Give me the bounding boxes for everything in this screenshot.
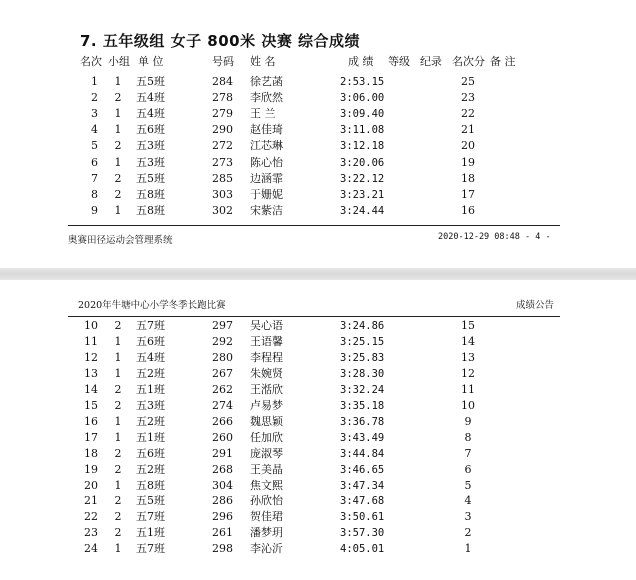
number-cell: 290 [212, 123, 233, 137]
points-cell: 12 [461, 366, 475, 380]
rank-cell: 1 [91, 75, 98, 88]
group-cell: 1 [114, 123, 122, 137]
name-cell: 于姗妮 [250, 187, 283, 201]
name-cell: 宋紫洁 [250, 203, 283, 217]
score-cell: 3:25.15 [340, 335, 385, 348]
rank-cell: 4 [91, 123, 98, 137]
group-cell: 1 [114, 366, 122, 380]
rank-cell: 18 [84, 446, 98, 460]
points-cell: 2 [464, 526, 472, 540]
name-cell: 李程程 [250, 350, 283, 364]
table-row [0, 382, 636, 398]
number-cell: 268 [212, 462, 233, 476]
group-cell: 1 [114, 155, 122, 169]
table-row [0, 398, 636, 414]
name-cell: 徐艺菡 [250, 75, 283, 88]
table-row [0, 414, 636, 430]
rank-cell: 15 [84, 398, 98, 412]
points-cell: 23 [461, 91, 475, 105]
points-cell: 22 [461, 107, 475, 121]
points-cell: 13 [461, 350, 475, 364]
points-cell: 14 [461, 334, 475, 348]
table-header [0, 54, 636, 70]
unit-cell: 五7班 [136, 319, 165, 332]
number-cell: 273 [212, 155, 233, 169]
score-cell: 2:53.15 [340, 76, 385, 88]
group-cell: 1 [114, 203, 122, 217]
unit-cell: 五8班 [136, 187, 165, 201]
unit-cell: 五1班 [136, 382, 165, 396]
group-cell: 2 [114, 382, 122, 396]
number-cell: 267 [212, 366, 233, 380]
points-cell: 4 [464, 494, 472, 508]
header-record: 纪录 [420, 55, 442, 68]
name-cell: 贺佳珺 [250, 510, 283, 524]
score-cell: 3:06.00 [340, 92, 385, 105]
table-row [0, 334, 636, 350]
name-cell: 陈心怡 [250, 155, 283, 169]
rank-cell: 10 [84, 319, 98, 332]
group-cell: 2 [114, 446, 122, 460]
table-row [0, 171, 636, 187]
group-cell: 2 [114, 171, 122, 185]
footer-date-page: 2020-12-29 08:48 - 4 - [438, 232, 551, 242]
header-points: 名次分 [452, 55, 485, 68]
rank-cell: 11 [84, 334, 98, 348]
score-cell: 3:32.24 [340, 383, 385, 396]
number-cell: 266 [212, 414, 233, 428]
points-cell: 20 [461, 139, 475, 153]
name-cell: 李欣然 [250, 91, 283, 105]
name-cell: 边涵霏 [250, 171, 283, 185]
number-cell: 260 [212, 430, 233, 444]
group-cell: 2 [114, 526, 122, 540]
points-cell: 5 [464, 478, 472, 492]
score-cell: 3:09.40 [340, 108, 385, 121]
group-cell: 1 [114, 350, 122, 364]
header-name: 姓 名 [250, 55, 276, 68]
table-row [0, 138, 636, 154]
score-cell: 3:22.12 [340, 172, 385, 185]
group-cell: 2 [114, 398, 122, 412]
name-cell: 江芯琳 [250, 139, 283, 153]
score-cell: 3:46.65 [340, 463, 385, 476]
rank-cell: 22 [84, 510, 98, 524]
points-cell: 10 [461, 398, 475, 412]
unit-cell: 五2班 [136, 462, 165, 476]
group-cell: 2 [114, 510, 122, 524]
header-divider [68, 316, 560, 317]
table-row [0, 430, 636, 446]
unit-cell: 五3班 [136, 155, 165, 169]
header-unit: 单 位 [138, 55, 164, 68]
score-cell: 4:05.01 [340, 543, 385, 556]
name-cell: 赵佳琦 [250, 123, 283, 137]
number-cell: 272 [212, 139, 233, 153]
name-cell: 潘梦玥 [250, 526, 283, 540]
rank-cell: 12 [84, 350, 98, 364]
score-cell: 3:23.21 [340, 188, 385, 201]
number-cell: 286 [212, 494, 233, 508]
group-cell: 2 [114, 319, 122, 332]
table-row [0, 106, 636, 122]
header-rank: 名次 [80, 55, 102, 68]
score-cell: 3:47.34 [340, 479, 385, 492]
points-cell: 18 [461, 171, 475, 185]
table-row [0, 74, 636, 90]
points-cell: 7 [464, 446, 472, 460]
table-row [0, 493, 636, 509]
points-cell: 8 [464, 430, 472, 444]
points-cell: 17 [461, 187, 475, 201]
score-cell: 3:11.08 [340, 124, 385, 137]
group-cell: 1 [114, 478, 122, 492]
page-title: 7. 五年级组 女子 800米 决赛 综合成绩 [80, 32, 361, 50]
table-row [0, 318, 636, 334]
points-cell: 9 [464, 414, 472, 428]
score-cell: 3:44.84 [340, 447, 385, 460]
score-cell: 3:36.78 [340, 415, 385, 428]
rank-cell: 21 [84, 494, 98, 508]
name-cell: 王美晶 [250, 462, 283, 476]
table-row [0, 525, 636, 541]
rank-cell: 14 [84, 382, 98, 396]
rank-cell: 5 [91, 139, 98, 153]
group-cell: 1 [114, 414, 122, 428]
name-cell: 魏思颖 [250, 414, 283, 428]
header-number: 号码 [212, 55, 234, 68]
unit-cell: 五3班 [136, 398, 165, 412]
points-cell: 16 [461, 203, 475, 217]
name-cell: 孙欣怡 [250, 494, 283, 508]
unit-cell: 五8班 [136, 478, 165, 492]
table-row [0, 509, 636, 525]
table-row [0, 350, 636, 366]
points-cell: 21 [461, 123, 475, 137]
unit-cell: 五3班 [136, 139, 165, 153]
header-score: 成 绩 [348, 55, 374, 68]
rank-cell: 13 [84, 366, 98, 380]
table-row [0, 90, 636, 106]
unit-cell: 五4班 [136, 107, 165, 121]
page-separator [0, 268, 636, 280]
group-cell: 2 [114, 91, 122, 105]
rank-cell: 3 [91, 107, 98, 121]
number-cell: 304 [212, 478, 233, 492]
announcement-label: 成绩公告 [516, 300, 555, 311]
rank-cell: 7 [91, 171, 98, 185]
points-cell: 25 [461, 75, 475, 88]
table-row [0, 478, 636, 494]
number-cell: 297 [212, 319, 233, 332]
group-cell: 2 [114, 462, 122, 476]
table-row [0, 187, 636, 203]
score-cell: 3:24.86 [340, 320, 385, 332]
number-cell: 303 [212, 187, 233, 201]
number-cell: 291 [212, 446, 233, 460]
points-cell: 19 [461, 155, 475, 169]
results-page-2 [0, 280, 636, 580]
number-cell: 274 [212, 398, 233, 412]
name-cell: 庞淑琴 [250, 446, 283, 460]
score-cell: 3:43.49 [340, 431, 385, 444]
rank-cell: 6 [91, 155, 98, 169]
number-cell: 280 [212, 350, 233, 364]
name-cell: 任加欣 [250, 430, 283, 444]
unit-cell: 五4班 [136, 91, 165, 105]
header-group: 小组 [108, 55, 130, 68]
name-cell: 王 兰 [250, 107, 276, 121]
name-cell: 李沁沂 [250, 542, 283, 556]
unit-cell: 五6班 [136, 446, 165, 460]
score-cell: 3:50.61 [340, 511, 385, 524]
unit-cell: 五2班 [136, 414, 165, 428]
group-cell: 1 [114, 107, 122, 121]
number-cell: 262 [212, 382, 233, 396]
number-cell: 298 [212, 542, 233, 556]
unit-cell: 五8班 [136, 203, 165, 217]
group-cell: 1 [114, 542, 122, 556]
group-cell: 1 [114, 430, 122, 444]
score-cell: 3:35.18 [340, 399, 385, 412]
footer-system-name: 奥赛田径运动会管理系统 [68, 235, 173, 246]
table-row [0, 462, 636, 478]
points-cell: 1 [464, 542, 472, 556]
group-cell: 2 [114, 187, 122, 201]
competition-name: 2020年牛塘中心小学冬季长跑比赛 [78, 300, 226, 311]
group-cell: 2 [114, 139, 122, 153]
unit-cell: 五6班 [136, 123, 165, 137]
unit-cell: 五5班 [136, 171, 165, 185]
score-cell: 3:28.30 [340, 367, 385, 380]
points-cell: 3 [464, 510, 472, 524]
score-cell: 3:57.30 [340, 527, 385, 540]
name-cell: 吴心语 [250, 319, 283, 332]
rank-cell: 9 [91, 203, 98, 217]
name-cell: 卢易梦 [250, 398, 283, 412]
number-cell: 278 [212, 91, 233, 105]
score-cell: 3:20.06 [340, 156, 385, 169]
footer-divider [68, 225, 560, 226]
name-cell: 王语馨 [250, 334, 283, 348]
score-cell: 3:24.44 [340, 204, 385, 217]
rank-cell: 17 [84, 430, 98, 444]
rank-cell: 8 [91, 187, 98, 201]
unit-cell: 五5班 [136, 75, 165, 88]
table-row [0, 122, 636, 138]
group-cell: 2 [114, 494, 122, 508]
rank-cell: 24 [84, 542, 98, 556]
rank-cell: 19 [84, 462, 98, 476]
header-level: 等级 [388, 55, 410, 68]
unit-cell: 五1班 [136, 526, 165, 540]
points-cell: 11 [461, 382, 475, 396]
group-cell: 1 [114, 334, 122, 348]
rank-cell: 2 [91, 91, 98, 105]
name-cell: 王湉欣 [250, 382, 283, 396]
table-row [0, 446, 636, 462]
score-cell: 3:25.83 [340, 351, 385, 364]
name-cell: 焦文熙 [250, 478, 283, 492]
unit-cell: 五7班 [136, 510, 165, 524]
unit-cell: 五2班 [136, 366, 165, 380]
number-cell: 292 [212, 334, 233, 348]
group-cell: 1 [114, 75, 122, 88]
number-cell: 261 [212, 526, 233, 540]
results-page-1 [0, 0, 636, 268]
points-cell: 6 [464, 462, 472, 476]
table-row [0, 203, 636, 219]
rank-cell: 23 [84, 526, 98, 540]
table-row [0, 541, 636, 557]
unit-cell: 五6班 [136, 334, 165, 348]
header-note: 备 注 [490, 55, 516, 68]
unit-cell: 五4班 [136, 350, 165, 364]
unit-cell: 五7班 [136, 542, 165, 556]
number-cell: 296 [212, 510, 233, 524]
unit-cell: 五5班 [136, 494, 165, 508]
score-cell: 3:12.18 [340, 140, 385, 153]
table-row [0, 366, 636, 382]
number-cell: 285 [212, 171, 233, 185]
unit-cell: 五1班 [136, 430, 165, 444]
name-cell: 朱婉贤 [250, 366, 283, 380]
number-cell: 279 [212, 107, 233, 121]
table-row [0, 155, 636, 171]
rank-cell: 16 [84, 414, 98, 428]
number-cell: 284 [212, 75, 233, 88]
number-cell: 302 [212, 203, 233, 217]
points-cell: 15 [461, 319, 475, 332]
rank-cell: 20 [84, 478, 98, 492]
score-cell: 3:47.68 [340, 495, 385, 508]
